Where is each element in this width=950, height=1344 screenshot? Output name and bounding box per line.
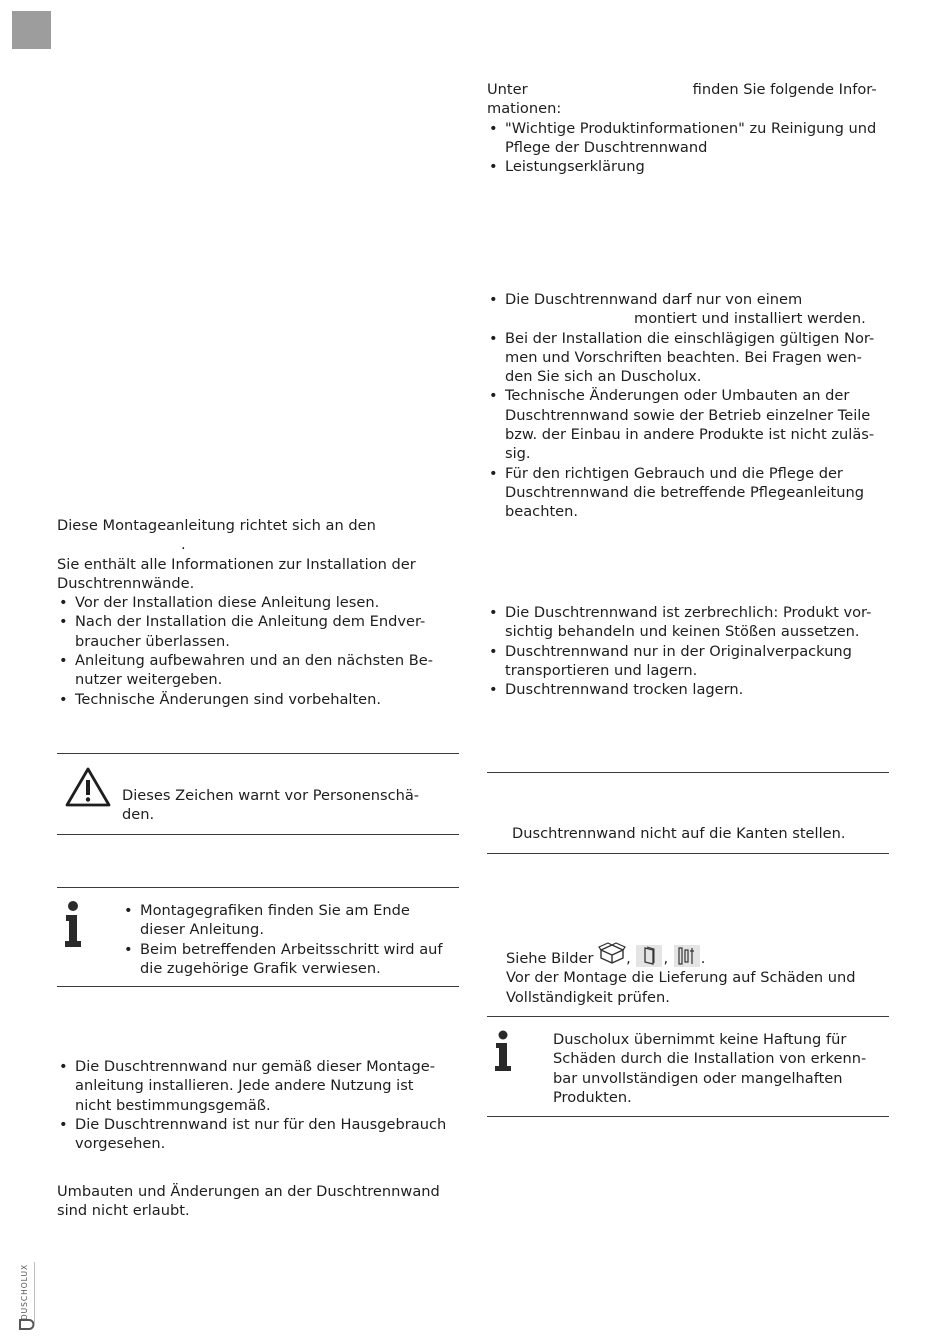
intro-line: Sie enthält alle Informationen zur Installation der — [57, 555, 416, 573]
list-item: • Die Duschtrennwand nur gemäß dieser Montage- anleitung installieren. Jede andere Nutzung ist nicht bestimmungsgemäß. — [57, 1057, 459, 1115]
list-item: • Technische Änderungen sind vorbehalten. — [57, 690, 459, 709]
fittings-icon — [674, 945, 700, 967]
list-item: • Nach der Installation die Anleitung dem Endver- braucher überlassen. — [57, 612, 459, 651]
list-item: • Die Duschtrennwand ist zerbrechlich: Produkt vor- sichtig behandeln und keinen Stößen aussetzen. — [487, 603, 889, 642]
list-item: • "Wichtige Produktinformationen" zu Reinigung und Pflege der Duschtrennwand — [487, 119, 889, 158]
page-corner-tab — [12, 11, 51, 49]
edge-note: Duschtrennwand nicht auf die Kanten stellen. — [512, 825, 846, 842]
transport-section — [487, 603, 889, 699]
divider — [57, 986, 459, 987]
delivery-see-label: Siehe Bilder — [506, 950, 594, 967]
manual-booklet-icon — [636, 945, 662, 967]
intro-line: Diese Montageanleitung richtet sich an den — [57, 517, 376, 534]
footer-brand-text: DUSCHOLUX — [20, 1263, 29, 1321]
info-icon — [62, 900, 84, 948]
safety-section — [487, 290, 889, 522]
list-item: • Für den richtigen Gebrauch und die Pflege der Duschtrennwand die betreffende Pflegeanleitung beachten. — [487, 464, 889, 522]
intro-line: Duschtrennwände. — [57, 574, 195, 592]
more-info-prefix: Unter — [487, 81, 528, 98]
divider — [487, 1116, 889, 1117]
divider — [57, 834, 459, 835]
divider — [57, 887, 459, 888]
divider — [487, 853, 889, 854]
modifications-note: Umbauten und Änderungen an der Duschtrennwand sind nicht erlaubt. — [57, 1183, 440, 1220]
divider — [487, 1016, 889, 1017]
use-section — [57, 1057, 459, 1153]
info-box — [122, 901, 458, 978]
divider — [487, 772, 889, 773]
list-item: • Montagegrafiken finden Sie am Ende dieser Anleitung. — [122, 901, 458, 940]
intro-section — [57, 516, 459, 709]
list-item: • Duschtrennwand trocken lagern. — [487, 680, 889, 699]
delivery-section: Siehe Bilder , , . Vor der Montage die Lieferung auf Schäden und Vollständigkeit prüfen. — [506, 942, 889, 1007]
more-info-suffix: finden Sie folgende Infor- — [692, 81, 877, 98]
list-item: • Vor der Installation diese Anleitung lesen. — [57, 593, 459, 612]
list-item: • Technische Änderungen oder Umbauten an der Duschtrennwand sowie der Betrieb einzelner Teile bzw. der Einbau in andere Produkte ist nicht zuläs- sig. — [487, 386, 889, 463]
list-item: • Die Duschtrennwand darf nur von einem montiert und installiert werden. — [487, 290, 889, 329]
intro-bullets — [57, 593, 459, 709]
list-item: • Beim betreffenden Arbeitsschritt wird auf die zugehörige Grafik verwiesen. — [122, 940, 458, 979]
intro-line: . — [181, 536, 186, 554]
list-item: • Bei der Installation die einschlägigen gültigen Nor- men und Vorschriften beachten. Bei Fragen wen- den Sie sich an Duscholux. — [487, 329, 889, 387]
info-bullets — [122, 901, 458, 978]
list-item: • Anleitung aufbewahren und an den nächsten Be- nutzer weitergeben. — [57, 651, 459, 690]
liability-note: Duscholux übernimmt keine Haftung für Schäden durch die Installation von erkenn- bar unvollständigen oder mangelhaften Produkten. — [553, 1031, 867, 1106]
footer-rule — [34, 1262, 35, 1326]
warning-triangle-icon — [64, 766, 112, 808]
divider — [57, 753, 459, 754]
warning-text: Dieses Zeichen warnt vor Personenschä- den. — [122, 787, 420, 824]
list-item: • Die Duschtrennwand ist nur für den Hausgebrauch vorgesehen. — [57, 1115, 459, 1154]
list-item: • Leistungserklärung — [487, 157, 889, 176]
info-icon — [493, 1030, 513, 1072]
package-box-icon — [598, 942, 626, 966]
more-info-section: Unter finden Sie folgende Infor- mationen: • "Wichtige Produktinformationen" zu Reinigung und Pflege der Duschtrennwand • Leistungserklärung — [487, 80, 889, 176]
list-item: • Duschtrennwand nur in der Originalverpackung transportieren und lagern. — [487, 642, 889, 681]
